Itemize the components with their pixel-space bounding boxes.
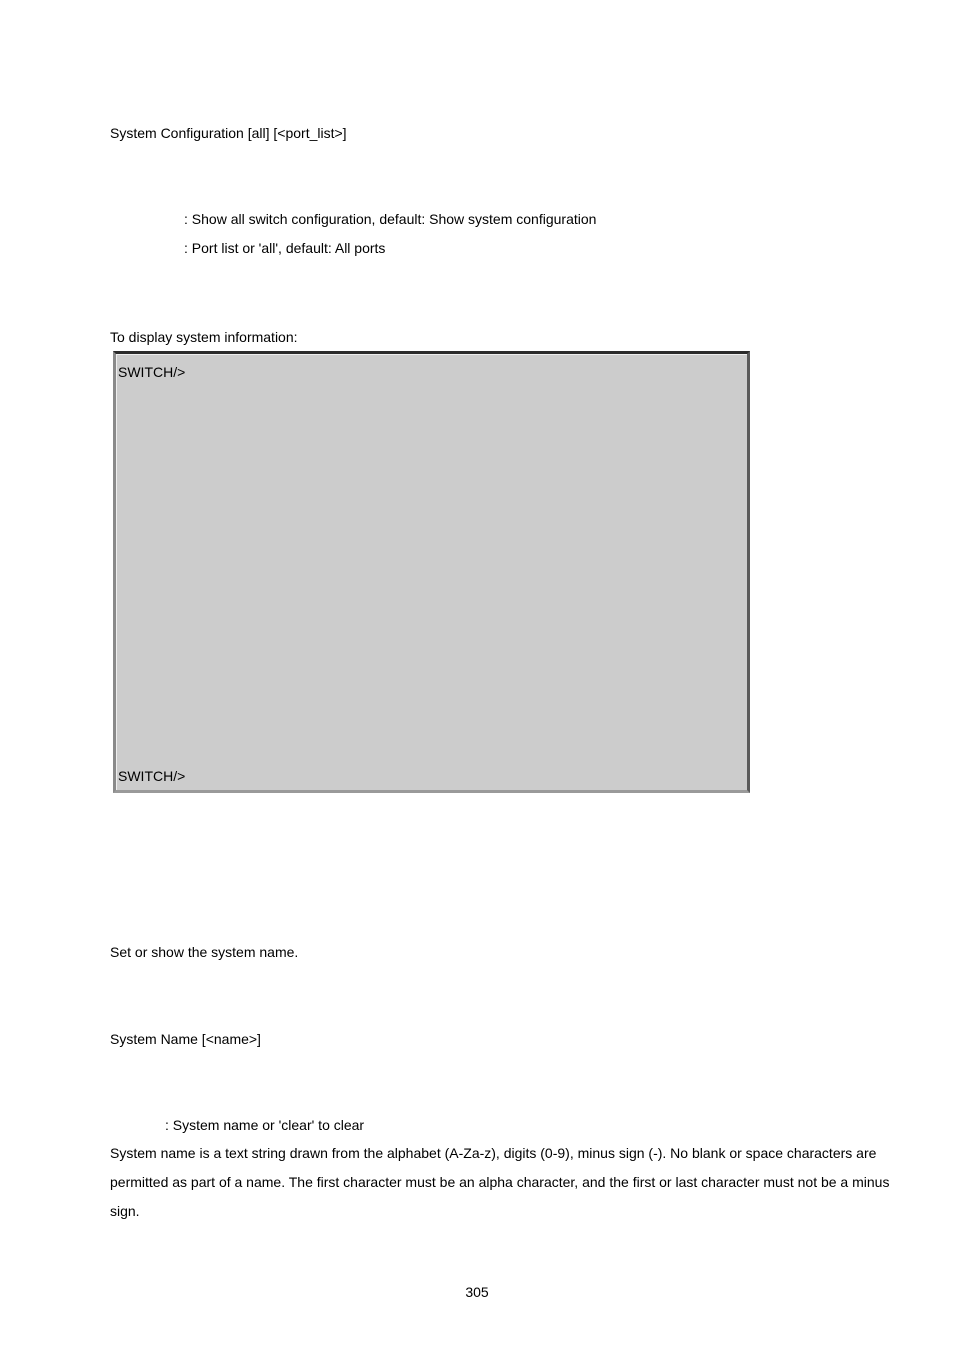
config-syntax: System Configuration [all] [<port_list>] [110, 125, 347, 141]
console-prompt-bottom: SWITCH/> [118, 768, 186, 784]
example-intro: To display system information: [110, 329, 298, 345]
console-output-box [113, 351, 750, 793]
param-port-list-description: : Port list or 'all', default: All ports [184, 240, 386, 256]
param-name-description: : System name or 'clear' to clear [165, 1117, 365, 1133]
param-all-description: : Show all switch configuration, default: Show system configuration [184, 211, 597, 227]
name-rules-note: System name is a text string drawn from the alphabet (A-Za-z), digits (0-9), minus sign (-). No blank or space characters are permitted as part of a name. The first character must be an alpha character, and the first or last character must not be a minus sign. [110, 1145, 890, 1219]
console-prompt-top: SWITCH/> [118, 364, 186, 380]
page-number: 305 [465, 1284, 489, 1300]
name-syntax: System Name [<name>] [110, 1031, 261, 1047]
name-description: Set or show the system name. [110, 944, 299, 960]
